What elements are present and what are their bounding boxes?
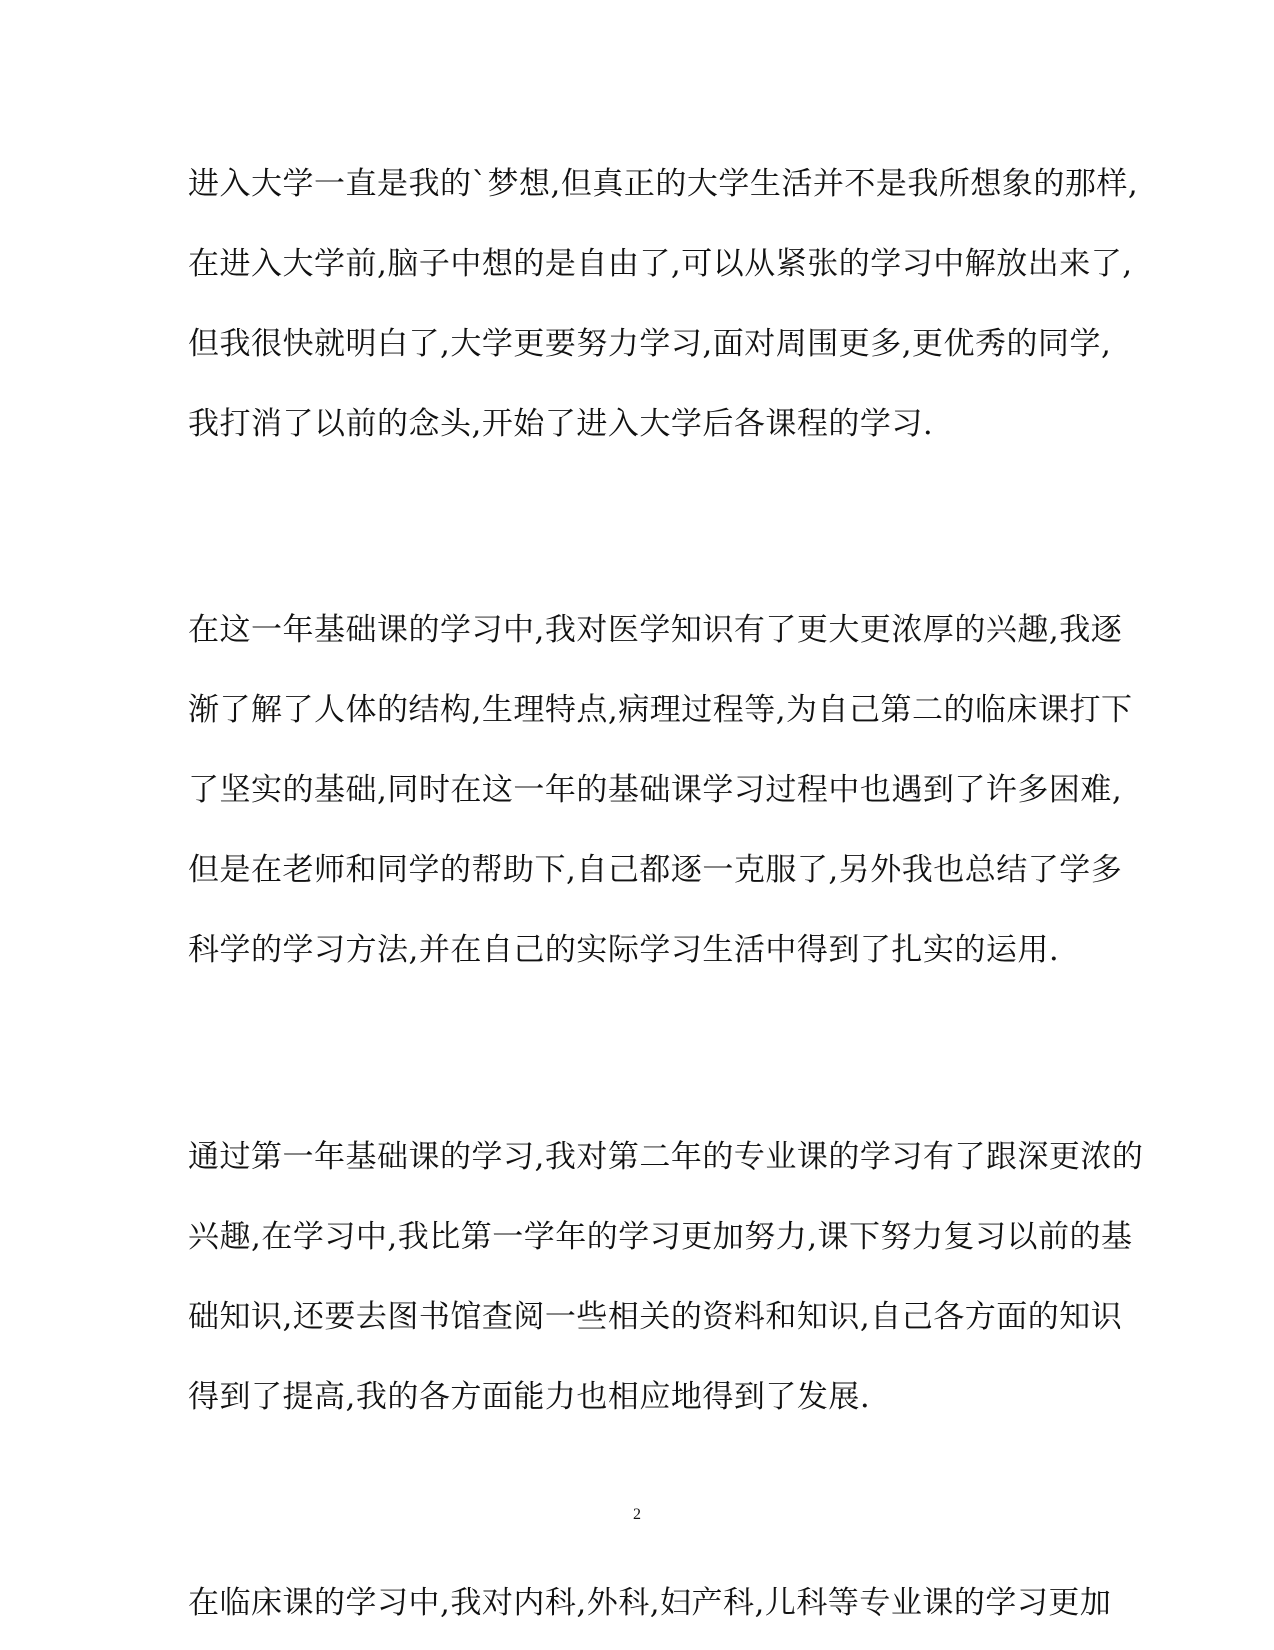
- text-line: 在进入大学前,脑子中想的是自由了,可以从紧张的学习中解放出来了,: [188, 246, 1133, 282]
- text-line: 进入大学一直是我的`梦想,但真正的大学生活并不是我所想象的那样,: [188, 166, 1139, 202]
- text-line: 但我很快就明白了,大学更要努力学习,面对周围更多,更优秀的同学,: [188, 326, 1112, 362]
- text-line: 兴趣,在学习中,我比第一学年的学习更加努力,课下努力复习以前的基: [188, 1219, 1133, 1255]
- text-line: 了坚实的基础,同时在这一年的基础课学习过程中也遇到了许多困难,: [188, 772, 1123, 808]
- text-line: 础知识,还要去图书馆查阅一些相关的资料和知识,自己各方面的知识: [188, 1299, 1123, 1335]
- text-line: 科学的学习方法,并在自己的实际学习生活中得到了扎实的运用.: [188, 932, 1060, 968]
- text-line: 在这一年基础课的学习中,我对医学知识有了更大更浓厚的兴趣,我逐: [188, 612, 1123, 648]
- text-line: 在临床课的学习中,我对内科,外科,妇产科,儿科等专业课的学习更加: [188, 1585, 1112, 1621]
- text-line: 通过第一年基础课的学习,我对第二年的专业课的学习有了跟深更浓的: [188, 1139, 1144, 1175]
- text-line: 渐了解了人体的结构,生理特点,病理过程等,为自己第二的临床课打下: [188, 692, 1133, 728]
- text-line: 但是在老师和同学的帮助下,自己都逐一克服了,另外我也总结了学多: [188, 852, 1123, 888]
- text-line: 得到了提高,我的各方面能力也相应地得到了发展.: [188, 1379, 871, 1415]
- text-line: 我打消了以前的念头,开始了进入大学后各课程的学习.: [188, 406, 934, 442]
- page-number: 2: [633, 1506, 641, 1523]
